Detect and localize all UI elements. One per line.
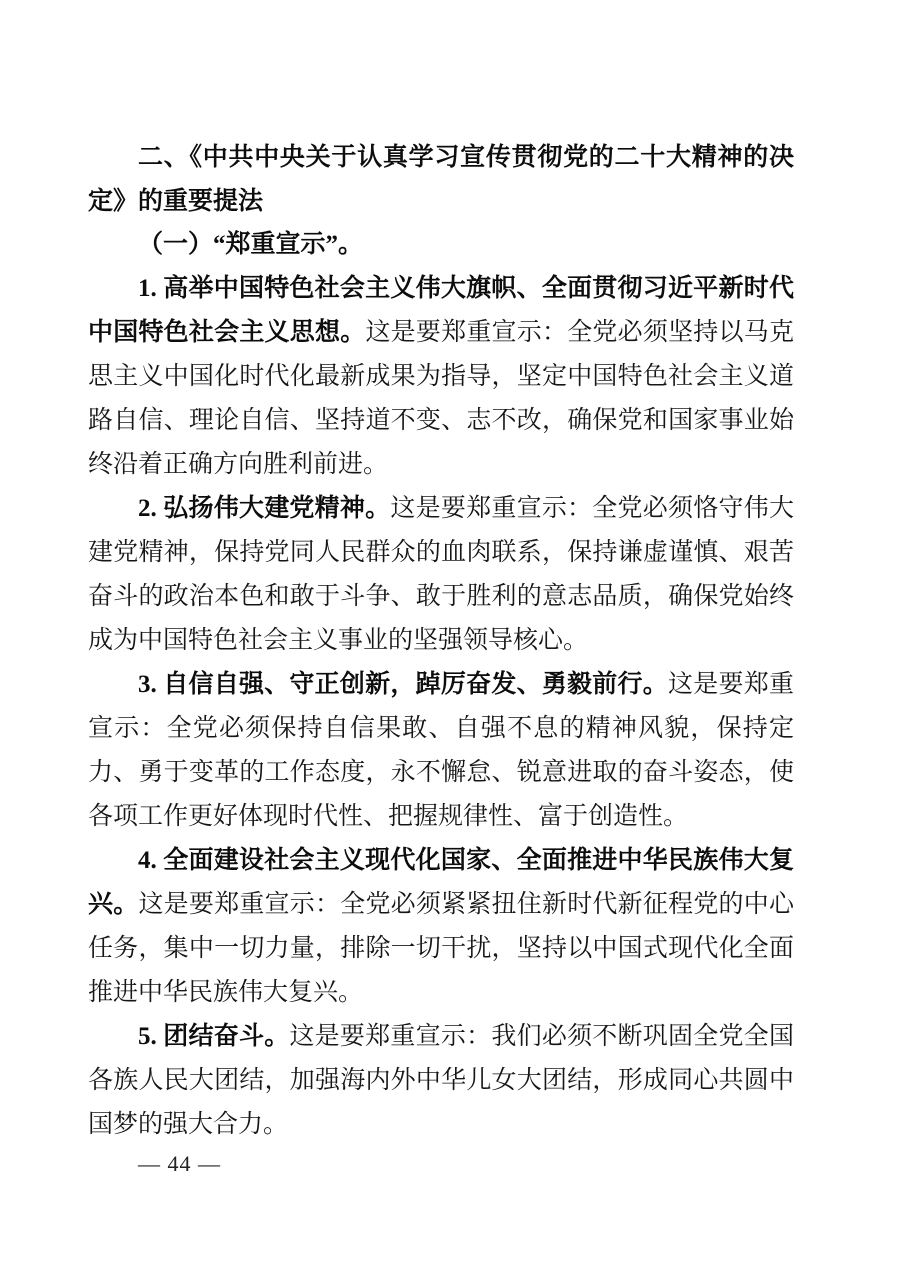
paragraph-1-lead: 1. 高举中国特色社会主义伟大旗帜、全面贯彻习近平新时代中国特色社会主义思想。 bbox=[88, 275, 794, 346]
page-number: — 44 — bbox=[138, 1151, 221, 1176]
paragraph-3-lead: 3. 自信自强、守正创新，踔厉奋发、勇毅前行。 bbox=[138, 671, 669, 698]
paragraph-4 bbox=[88, 839, 794, 1015]
paragraph-5-body: 这是要郑重宣示：我们必须不断巩固全党全国各族人民大团结，加强海内外中华儿女大团结，形成同心共圆中国梦的强大合力。 bbox=[88, 1023, 794, 1138]
paragraph-4-lead: 4. 全面建设社会主义现代化国家、全面推进中华民族伟大复兴。 bbox=[88, 847, 794, 918]
paragraph-3 bbox=[88, 663, 794, 839]
paragraph-1 bbox=[88, 267, 794, 487]
section-heading: （一）“郑重宣示”。 bbox=[138, 231, 364, 258]
document-heading: 二、《中共中央关于认真学习宣传贯彻党的二十大精神的决定》的重要提法 bbox=[88, 143, 794, 215]
paragraph-2 bbox=[88, 487, 794, 663]
paragraph-4-body: 这是要郑重宣示：全党必须紧紧扭住新时代新征程党的中心任务，集中一切力量，排除一切干扰，坚持以中国式现代化全面推进中华民族伟大复兴。 bbox=[88, 891, 794, 1006]
paragraph-1-body: 这是要郑重宣示：全党必须坚持以马克思主义中国化时代化最新成果为指导，坚定中国特色社会主义道路自信、理论自信、坚持道不变、志不改，确保党和国家事业始终沿着正确方向胜利前进。 bbox=[88, 319, 794, 478]
paragraph-5 bbox=[88, 1015, 794, 1147]
paragraph-2-body: 这是要郑重宣示：全党必须恪守伟大建党精神，保持党同人民群众的血肉联系，保持谦虚谨慎、艰苦奋斗的政治本色和敢于斗争、敢于胜利的意志品质，确保党始终成为中国特色社会主义事业的坚强领导核心。 bbox=[88, 495, 794, 654]
paragraph-2-lead: 2. 弘扬伟大建党精神。 bbox=[138, 495, 391, 522]
paragraph-3-body: 这是要郑重宣示：全党必须保持自信果敢、自强不息的精神风貌，保持定力、勇于变革的工作态度，永不懈怠、锐意进取的奋斗姿态，使各项工作更好体现时代性、把握规律性、富于创造性。 bbox=[88, 671, 794, 830]
paragraph-5-lead: 5. 团结奋斗。 bbox=[138, 1023, 290, 1050]
document-content bbox=[88, 135, 794, 1147]
